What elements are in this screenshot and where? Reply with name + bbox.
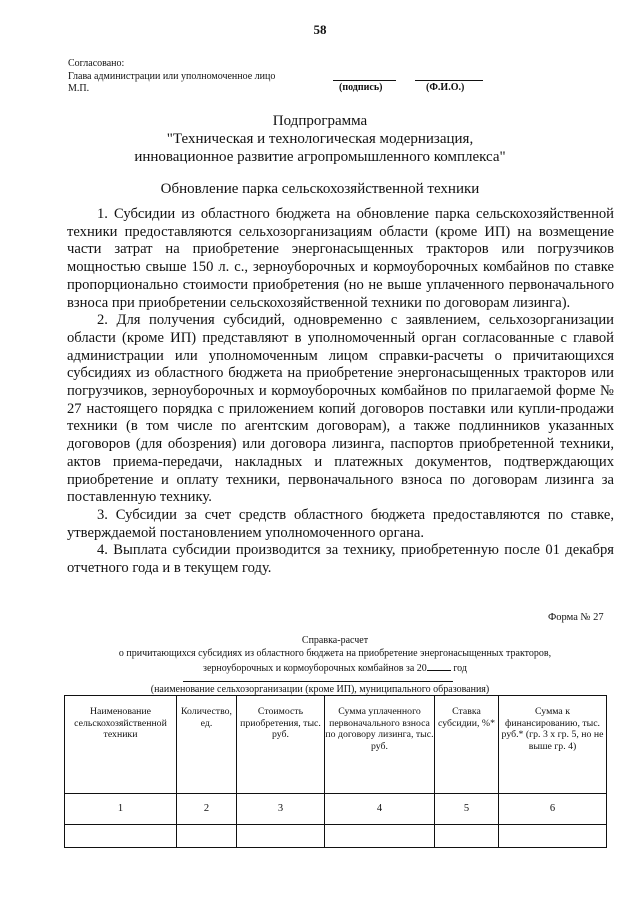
reference-title: Справка-расчет xyxy=(301,635,369,646)
col-number: 2 xyxy=(177,794,237,825)
empty-cell xyxy=(435,825,499,848)
reference-line2-suffix: год xyxy=(450,663,467,674)
reference-heading xyxy=(55,635,615,676)
empty-cell xyxy=(237,825,325,848)
name-line xyxy=(415,80,483,81)
org-name-line xyxy=(183,681,453,682)
table-header-row xyxy=(65,696,607,794)
subprogram-name-line1: "Техническая и технологическая модернизация, xyxy=(166,131,474,147)
empty-cell xyxy=(499,825,607,848)
reference-line2-prefix: зерноуборочных и кормоуборочных комбайнов за 20 xyxy=(203,663,427,674)
header-quantity: Количество, ед. xyxy=(177,696,237,794)
col-number: 6 xyxy=(499,794,607,825)
form-label: Форма № 27 xyxy=(548,612,604,623)
page-number: 58 xyxy=(313,22,327,37)
year-blank xyxy=(427,660,451,671)
paragraph-1: 1. Субсидии из областного бюджета на обновление парка сельскохозяйственной техники предоставляются сельхозорганизациям области (кроме ИП) на возмещение части затрат на приобретение энергонасыщенных тракторов или погрузчиков мощностью свыше 150 л. с., зерноуборочных и кормоуборочных комбайнов по ставке пропорционально стоимости приобретения (но не выше уплаченного первоначального взноса при приобретении сельскохозяйственной техники по договорам лизинга). xyxy=(67,206,614,311)
body-text xyxy=(67,206,614,578)
subprogram-title: Подпрограмма xyxy=(272,113,368,129)
signature-line xyxy=(333,80,396,81)
signature-label: (подпись) xyxy=(339,82,383,93)
subsidy-table xyxy=(64,695,607,848)
reference-line2 xyxy=(55,660,615,676)
approval-head-line: Глава администрации или уполномоченное лицо xyxy=(68,70,276,82)
approval-agreed: Согласовано: xyxy=(68,58,125,69)
approval-block xyxy=(68,58,275,96)
header-cost: Стоимость приобретения, тыс. руб. xyxy=(237,696,325,794)
reference-line1: о причитающихся субсидиях из областного бюджета на приобретение энергонасыщенных тракторов, xyxy=(118,647,552,659)
table-empty-row xyxy=(65,825,607,848)
col-number: 4 xyxy=(325,794,435,825)
col-number: 1 xyxy=(65,794,177,825)
paragraph-3: 3. Субсидии за счет средств областного бюджета предоставляются по ставке, утверждаемой постановлением уполномоченного органа. xyxy=(67,506,614,541)
col-number: 3 xyxy=(237,794,325,825)
header-financing-amount: Сумма к финансированию, тыс. руб.* (гр. 3 х гр. 5, но не выше гр. 4) xyxy=(499,696,607,794)
name-label: (Ф.И.О.) xyxy=(426,82,465,93)
subprogram-heading xyxy=(0,112,640,166)
section-title: Обновление парка сельскохозяйственной техники xyxy=(160,181,480,197)
header-equipment-name: Наименование сельскохозяйственной техники xyxy=(65,696,177,794)
col-number: 5 xyxy=(435,794,499,825)
empty-cell xyxy=(177,825,237,848)
approval-stamp: М.П. xyxy=(68,83,90,94)
empty-cell xyxy=(325,825,435,848)
table-number-row xyxy=(65,794,607,825)
header-leasing-payment: Сумма уплаченного первоначального взноса по договору лизинга, тыс. руб. xyxy=(325,696,435,794)
paragraph-2: 2. Для получения субсидий, одновременно с заявлением, сельхозорганизации области (кроме ИП) представляют в уполномоченный орган согласованные с главой администрации или уполномоченным лицом справки-расчеты о причитающихся субсидиях из областного бюджета на приобретение энергонасыщенных тракторов или погрузчиков, зерноуборочных и кормоуборочных комбайнов по прилагаемой форме № 27 настоящего порядка с приложением копий договоров поставки или купли-продажи техники (в том числе по агентским договорам), а также подлинников указанных договоров (для обозрения) или договора лизинга, паспортов приобретенной техники, актов приема-передачи, накладных и платежных документов, подтверждающих приобретение и оплату техники, первоначального взноса по договорам лизинга за поставленную технику. xyxy=(67,312,614,506)
empty-cell xyxy=(65,825,177,848)
subprogram-name-line2: инновационное развитие агропромышленного комплекса" xyxy=(134,149,506,165)
header-subsidy-rate: Ставка субсидии, %* xyxy=(435,696,499,794)
org-caption: (наименование сельхозорганизации (кроме ИП), муниципального образования) xyxy=(150,684,490,695)
paragraph-4: 4. Выплата субсидии производится за технику, приобретенную после 01 декабря отчетного года и в текущем году. xyxy=(67,542,614,577)
